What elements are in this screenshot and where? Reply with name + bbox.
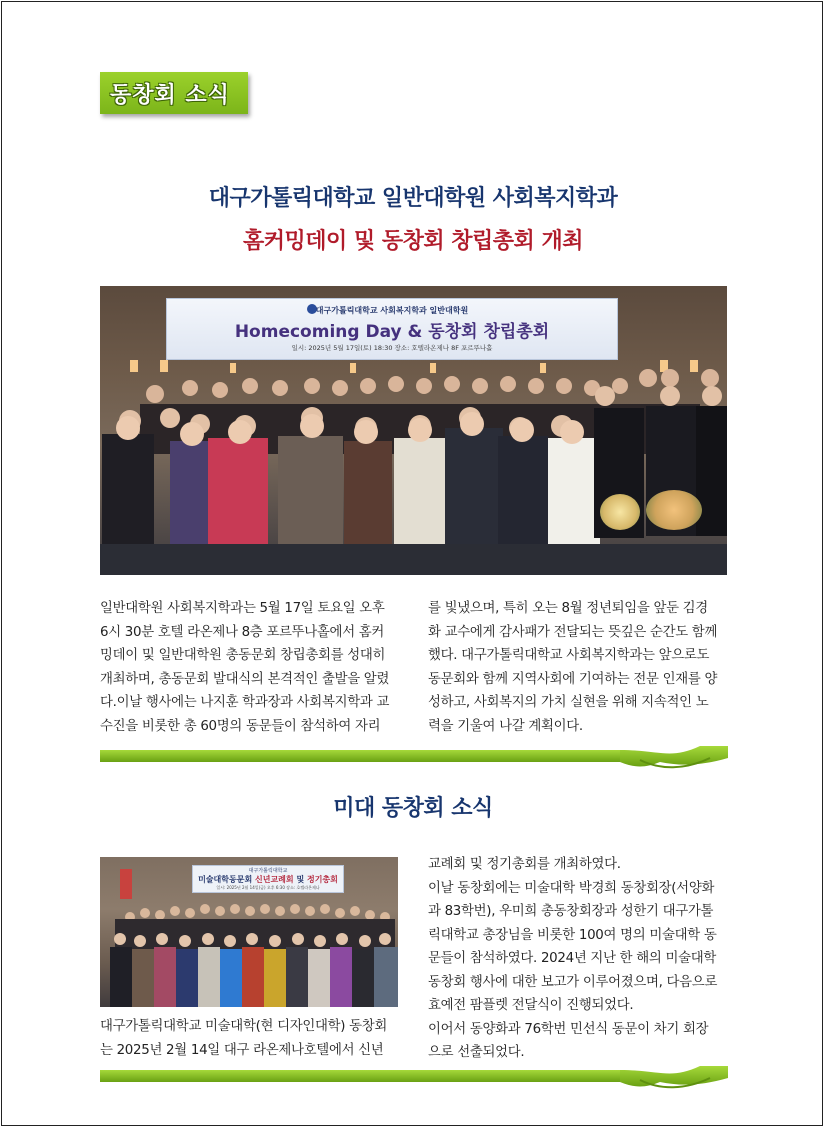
text-line: 이어서 동양화과 76학번 민선식 동문이 차기 회장 — [428, 1021, 709, 1037]
article1-right-column — [428, 597, 728, 738]
text-line: 화 교수에게 감사패가 전달되는 뜻깊은 순간도 함께 — [428, 624, 718, 640]
banner2-title-c: 및 — [296, 875, 305, 884]
text-line: 6시 30분 호텔 라온제나 8층 포르뚜나홀에서 홈커 — [100, 624, 385, 640]
banner-title: Homecoming Day & 동창회 창립총회 — [234, 322, 550, 342]
group-of-people-2 — [100, 857, 398, 1007]
text-line: 동문회와 함께 지역사회에 기여하는 전문 인재를 양 — [428, 671, 718, 687]
banner-subtitle: 대구가톨릭대학교 사회복지학과 일반대학원 — [315, 306, 469, 315]
text-line: 다.이날 행사에는 나지훈 학과장과 사회복지학과 교 — [100, 695, 390, 710]
text-line: 과 83학번), 우미희 총동창회장과 성한기 대구가톨 — [428, 904, 714, 919]
flower-bouquet-right — [646, 490, 702, 530]
banner2-info: 일시: 2025년 2월 14일(금) 오후 6:30 장소: 호텔라온제나 — [216, 885, 320, 890]
banner2-title-b: 신년교례회 — [255, 875, 294, 884]
text-line: 문들이 참석하였다. 2024년 지난 한 해의 미술대학 — [428, 951, 717, 966]
text-line: 했다. 대구가톨릭대학교 사회복지학과는 앞으로도 — [428, 648, 710, 663]
text-line: 으로 선출되었다. — [428, 1045, 525, 1060]
article2-left-column — [100, 1015, 400, 1062]
text-line: 를 빛냈으며, 특히 오는 8월 정년퇴임을 앞둔 김경 — [428, 601, 708, 616]
banner2-title-d: 정기총회 — [306, 875, 338, 884]
text-line: 대구가톨릭대학교 미술대학(현 디자인대학) 동창회 — [100, 1019, 388, 1034]
text-line: 교례회 및 정기총회를 개최하였다. — [428, 857, 621, 872]
article2-photo — [100, 857, 398, 1007]
text-line: 력을 기울여 나갈 계획이다. — [428, 718, 583, 734]
text-line: 효예전 팜플렛 전달식이 진행되었다. — [428, 998, 634, 1013]
banner2-title-a: 미술대학동문회 — [198, 875, 253, 884]
green-ribbon-divider — [100, 744, 728, 770]
text-line: 개최하며, 총동문회 발대식의 본격적인 출발을 알렸 — [100, 671, 390, 687]
stage-floor — [100, 544, 727, 575]
article1-headline-line1: 대구가톨릭대학교 일반대학원 사회복지학과 — [208, 186, 618, 211]
text-line: 는 2025년 2월 14일 대구 라온제나호텔에서 신년 — [100, 1042, 384, 1058]
article1-headline-line2: 홈커밍데이 및 동창회 창립총회 개최 — [243, 229, 583, 254]
article2-right-column — [428, 853, 728, 1065]
flower-bouquet-left — [600, 494, 640, 530]
section-tag-label: 동창회 소식 — [110, 83, 230, 108]
article1-photo — [100, 286, 727, 575]
article2-headline: 미대 동창회 소식 — [333, 796, 493, 821]
banner2-subtitle: 대구가톨릭대학교 — [248, 868, 288, 874]
text-line: 성하고, 사회복지의 가치 실현을 위해 지속적인 노 — [428, 695, 709, 710]
green-ribbon-divider-bottom — [100, 1064, 728, 1090]
section-tag — [100, 68, 250, 120]
text-line: 이날 동창회에는 미술대학 박경희 동창회장(서양화 — [428, 880, 715, 896]
text-line: 동창회 행사에 대한 보고가 이루어졌으며, 다음으로 — [428, 974, 718, 990]
banner-info: 일시: 2025년 5월 17일(토) 18:30 장소: 호텔라온제나 8F 포르뚜나홀 — [291, 344, 493, 352]
text-line: 수진을 비롯한 총 60명의 동문들이 참석하여 자리 — [100, 718, 381, 734]
text-line: 일반대학원 사회복지학과는 5월 17일 토요일 오후 — [100, 601, 385, 616]
text-line: 밍데이 및 일반대학원 총동문회 창립총회를 성대히 — [100, 648, 386, 663]
text-line: 릭대학교 총장님을 비롯한 100여 명의 미술대학 동 — [428, 927, 717, 943]
event-banner — [166, 298, 618, 360]
article1-left-column — [100, 597, 400, 738]
